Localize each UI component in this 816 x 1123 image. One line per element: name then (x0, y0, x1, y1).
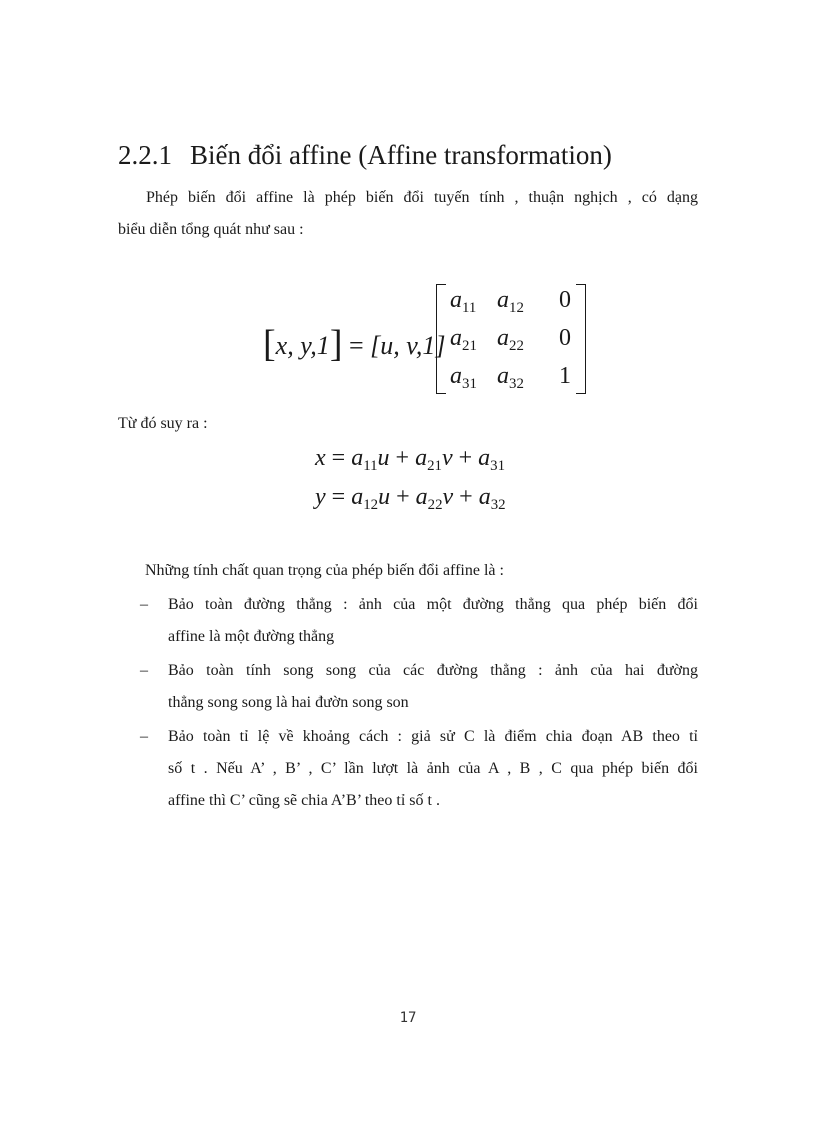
item-line: Bảo toàn tỉ lệ về khoảng cách : giả sử C là điểm chia đoạn AB theo tỉ (168, 728, 698, 745)
matrix-left-bracket (436, 284, 446, 394)
item-line: thẳng song song là hai đườn song son (168, 694, 409, 711)
intro-line-1: Phép biến đổi affine là phép biến đổi tuyến tính , thuận nghịch , có dạng (146, 189, 698, 206)
bullet-dash: – (140, 728, 148, 745)
list-item (118, 721, 698, 817)
derive-label: Từ đó suy ra : (118, 415, 208, 432)
lhs-vector: x, y,1 (275, 331, 330, 360)
rhs-vector: [u, v,1] (370, 331, 446, 360)
matrix-cell-a31: $a_{31}$ (450, 363, 477, 393)
matrix-cell-a11: $a_{11}$ (450, 287, 477, 317)
intro-line-2: biểu diễn tổng quát như sau : (118, 221, 304, 238)
affine-matrix (436, 284, 586, 396)
matrix-cell-a22: $a_{22}$ (497, 325, 524, 355)
matrix-right-bracket (576, 284, 586, 394)
item-line: số t . Nếu A’ , B’ , C’ lần lượt là ảnh của A , B , C qua phép biến đổi (168, 760, 698, 777)
bullet-dash: – (140, 596, 148, 613)
x-equation: $x = a_{11}u + a_{21}v + a_{31}$ (315, 445, 506, 475)
properties-list (118, 589, 698, 819)
list-item (118, 655, 698, 719)
page-number: 17 (399, 1010, 417, 1026)
bullet-dash: – (140, 662, 148, 679)
matrix-cell-23: 0 (559, 325, 571, 351)
list-item (118, 589, 698, 653)
section-heading (118, 140, 612, 171)
matrix-equation (263, 322, 446, 365)
item-line: Bảo toàn đường thẳng : ảnh của một đường thẳng qua phép biến đổi (168, 596, 698, 613)
matrix-cell-13: 0 (559, 287, 571, 313)
item-line: Bảo toàn tính song song của các đường thẳng : ảnh của hai đường (168, 662, 698, 679)
y-equation: $y = a_{12}u + a_{22}v + a_{32}$ (315, 484, 506, 514)
item-line: affine là một đường thẳng (168, 628, 335, 645)
matrix-cell-a32: $a_{32}$ (497, 363, 524, 393)
matrix-cell-33: 1 (559, 363, 571, 389)
intro-paragraph (118, 182, 698, 246)
matrix-cell-a21: $a_{21}$ (450, 325, 477, 355)
equals-sign: = (348, 331, 364, 360)
properties-intro: Những tính chất quan trọng của phép biến đổi affine là : (145, 562, 504, 579)
lhs-left-bracket: [ (263, 323, 276, 365)
matrix-cell-a12: $a_{12}$ (497, 287, 524, 317)
section-title: Biến đổi affine (Affine transformation) (190, 140, 612, 170)
item-line: affine thì C’ cũng sẽ chia A’B’ theo tỉ số t . (168, 792, 440, 809)
lhs-right-bracket: ] (329, 323, 343, 365)
section-number: 2.2.1 (118, 140, 172, 170)
